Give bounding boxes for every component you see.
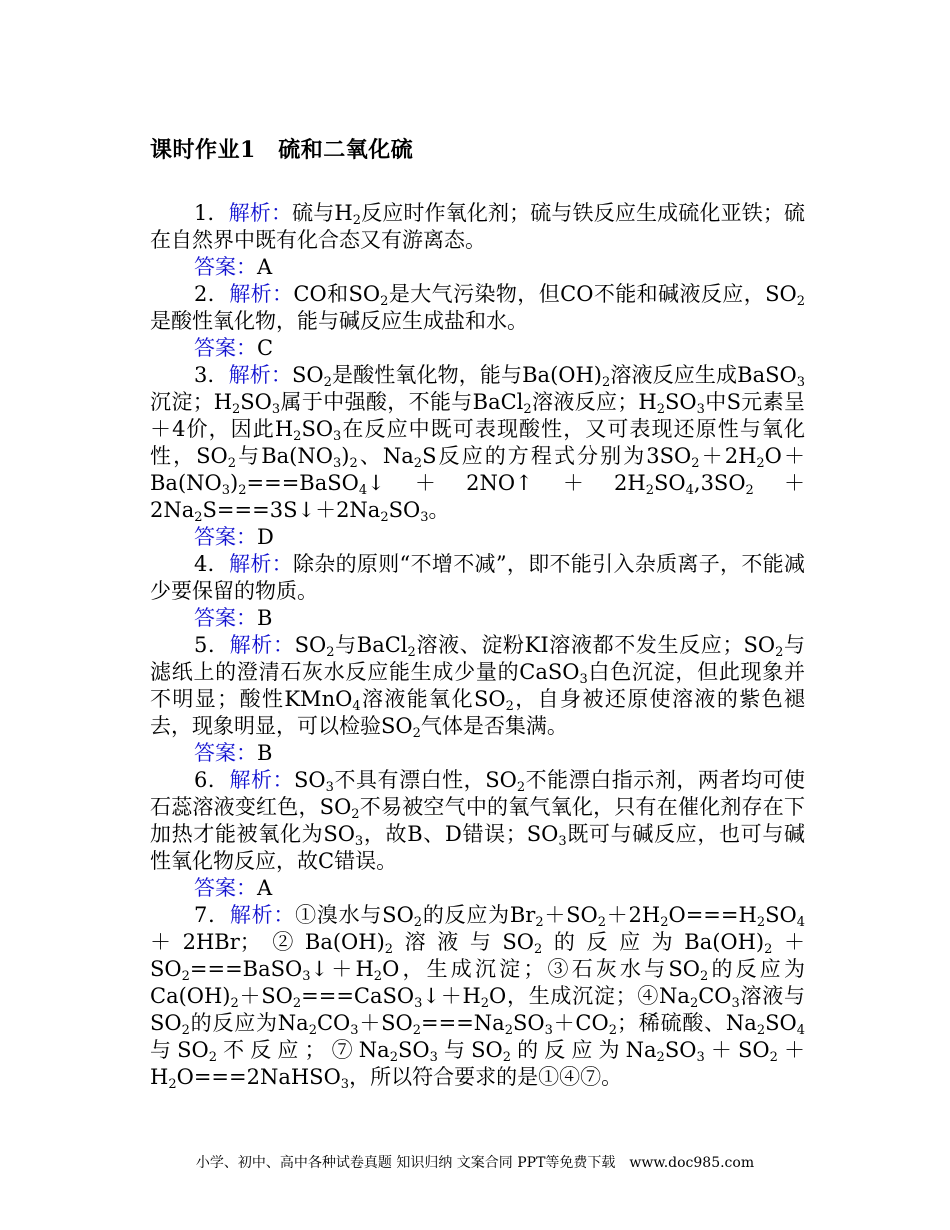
answer-label: 答案： <box>194 741 257 765</box>
explanation-text: 除杂的原则“不增不减”，即不能引入杂质离子，不能减少要保留的物质。 <box>150 552 805 603</box>
explanation-text: $SO_3$不具有漂白性，$SO_2$不能漂白指示剂，两者均可使石蕊溶液变红色，$SO_2$不易被空气中的氧气氧化，只有在催化剂存在下加热才能被氧化为$SO_3$，故B、D错误；$SO_3$既可与碱反应，也可与碱性氧化物反应，故C错误。 <box>150 768 806 873</box>
explanation-item <box>150 767 805 875</box>
answer-value: A <box>257 255 273 279</box>
answer-line <box>150 254 805 281</box>
item-number: 6． <box>194 768 230 792</box>
explanation-label: 解析： <box>229 768 295 792</box>
answer-list <box>150 200 805 1091</box>
answer-label: 答案： <box>194 876 257 900</box>
answer-line <box>150 335 805 362</box>
item-number: 1． <box>194 201 229 225</box>
answer-value: B <box>257 741 273 765</box>
answer-line <box>150 524 805 551</box>
answer-label: 答案： <box>194 255 257 279</box>
explanation-item <box>150 632 805 740</box>
item-number: 5． <box>194 633 230 657</box>
answer-line <box>150 605 805 632</box>
answer-value: C <box>257 336 274 360</box>
explanation-item <box>150 902 805 1091</box>
explanation-text: $SO_2$是酸性氧化物，能与$Ba(OH)_2$溶液反应生成BaSO$_3$沉淀；$H_2SO_3$属于中强酸，不能与BaCl$_2$溶液反应；$H_2SO_3$中S元素呈＋4价，因此$H_2SO_3$在反应中既可表现酸性，又可表现还原性与氧化性，$SO_2$与$Ba(NO_3)_2$、$Na_2S$反应的方程式分别为$3SO_2+2H_2O+Ba(NO_3)_2===BaSO_4↓+2NO↑+2H_2SO_4,3SO_2+2Na_2S===3S↓+2Na_2SO_3$。 <box>150 363 805 525</box>
explanation-text: 硫与$H_2$反应时作氧化剂；硫与铁反应生成硫化亚铁；硫在自然界中既有化合态又有游离态。 <box>150 201 805 252</box>
explanation-text: CO和$SO_2$是大气污染物，但CO不能和碱液反应，$SO_2$是酸性氧化物，能与碱反应生成盐和水。 <box>150 282 805 333</box>
explanation-item <box>150 362 805 524</box>
answer-value: D <box>257 525 274 549</box>
answer-label: 答案： <box>194 336 257 360</box>
explanation-label: 解析： <box>229 552 293 576</box>
item-number: 2． <box>194 282 230 306</box>
answer-value: A <box>257 876 273 900</box>
explanation-text: $SO_2$与BaCl$_2$溶液、淀粉KI溶液都不发生反应；$SO_2$与滤纸上的澄清石灰水反应能生成少量的CaSO$_3$白色沉淀，但此现象并不明显；酸性KMnO$_4$溶液能氧化$SO_2$，自身被还原使溶液的紫色褪去，现象明显，可以检验$SO_2$气体是否集满。 <box>150 633 806 741</box>
answer-line <box>150 875 805 902</box>
explanation-label: 解析： <box>229 633 295 657</box>
explanation-item <box>150 281 805 335</box>
item-number: 4． <box>194 552 229 576</box>
explanation-label: 解析： <box>229 903 296 927</box>
item-number: 3． <box>194 363 229 387</box>
explanation-label: 解析： <box>228 363 292 387</box>
explanation-item <box>150 551 805 605</box>
answer-label: 答案： <box>194 606 257 630</box>
explanation-label: 解析： <box>229 282 294 306</box>
explanation-item <box>150 200 805 254</box>
footer-text: 小学、初中、高中各种试卷真题 知识归纳 文案合同 PPT等免费下载 www.doc985.com <box>195 1155 755 1171</box>
answer-line <box>150 740 805 767</box>
explanation-text: ①溴水与$SO_2$的反应为$Br_2+SO_2+2H_2O===H_2SO_4+2HBr$；$②Ba(OH)_2$溶液与$SO_2$的反应为$Ba(OH)_2+SO_2===BaSO_3↓+H_2O$，生成沉淀；③石灰水与$SO_2$的反应为$Ca(OH)_2+SO_2===CaSO_3↓+H_2O$，生成沉淀；$④Na_2CO_3$溶液与$SO_2$的反应为$Na_2CO_3+SO_2===Na_2SO_3+CO_2$；稀硫酸、$Na_2SO_4$与$SO_2$不反应；$⑦Na_2SO_3$与$SO_2$的反应为$Na_2SO_3+SO_2+H_2O===2NaHSO_3$，所以符合要求的是①④⑦。 <box>150 903 805 1092</box>
answer-value: B <box>257 606 273 630</box>
page-title: 课时作业1 硫和二氧化硫 <box>150 137 414 163</box>
answer-label: 答案： <box>194 525 257 549</box>
item-number: 7． <box>194 903 230 927</box>
explanation-label: 解析： <box>228 201 293 225</box>
